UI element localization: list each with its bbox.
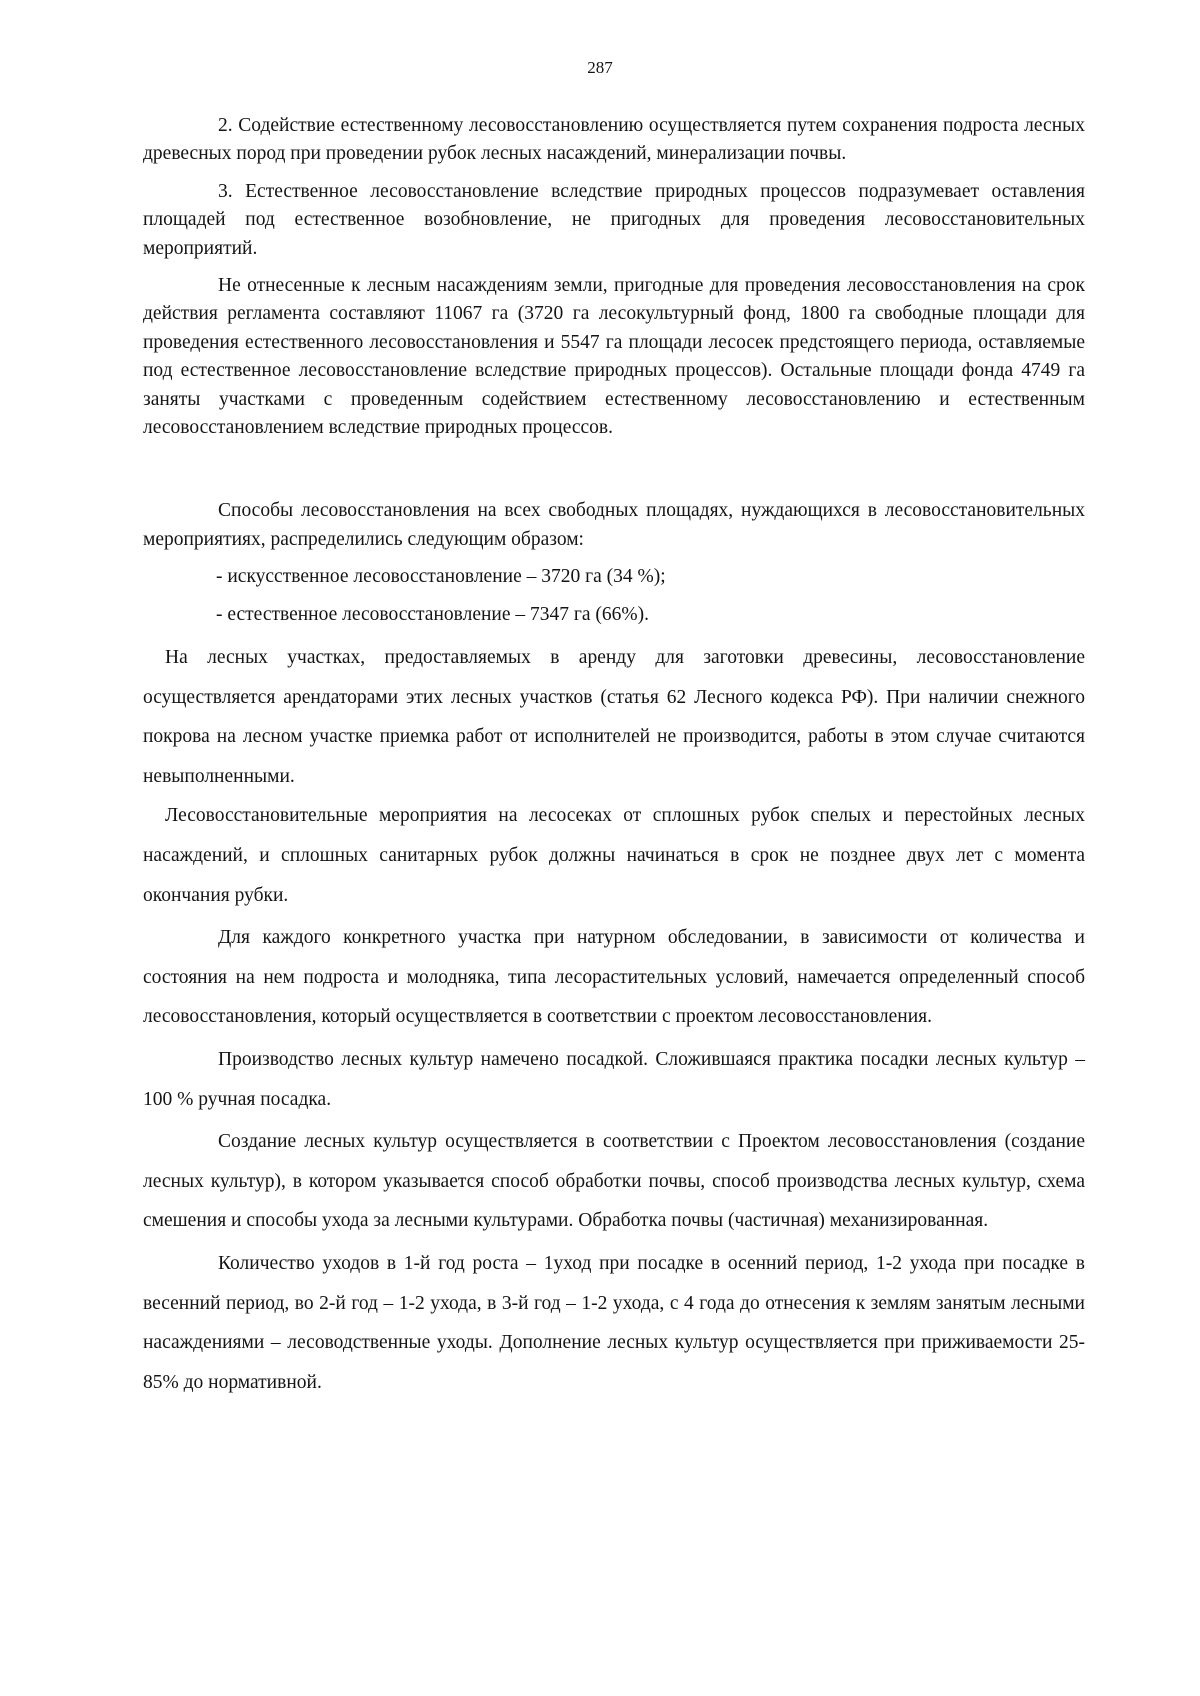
document-body <box>143 112 1085 1402</box>
paragraph-methods-intro: Способы лесовосстановления на всех свободных площадях, нуждающихся в лесовосстановительных мероприятиях, распределились следующим образом: <box>143 500 1085 550</box>
paragraph-site-survey: Для каждого конкретного участка при натурном обследовании, в зависимости от количества и состояния на нем подроста и молодняка, типа лесорастительных условий, намечается определенный способ лесовосстановления, который осуществляется в соответствии с проектом лесовосстановления. <box>143 927 1085 1028</box>
paragraph-assisted-regeneration: 2. Содействие естественному лесовосстановлению осуществляется путем сохранения подроста лесных древесных пород при проведении рубок лесных насаждений, минерализации почвы. <box>143 115 1085 165</box>
list-item-artificial: - искусственное лесовосстановление – 3720 га (34 %); <box>216 566 666 588</box>
blank-gap <box>143 451 1085 497</box>
paragraph-planting-practice: Производство лесных культур намечено посадкой. Сложившаяся практика посадки лесных культур – 100 % ручная посадка. <box>143 1049 1085 1110</box>
page-number: 287 <box>587 58 613 77</box>
paragraph-clear-cut-deadline: Лесовосстановительные мероприятия на лесосеках от сплошных рубок спелых и перестойных лесных насаждений, и сплошных санитарных рубок должны начинаться в срок не позднее двух лет с момента окончания рубки. <box>143 805 1085 906</box>
paragraph-land-areas: Не отнесенные к лесным насаждениям земли, пригодные для проведения лесовосстановления на срок действия регламента составляют 11067 га (3720 га лесокультурный фонд, 1800 га свободные площади для проведения естественного лесовосстановления и 5547 га площади лесосек предстоящего периода, оставляемые под естественное лесовосстановление вследствие природных процессов). Остальные площади фонда 4749 га заняты участками с проведенным содействием естественному лесовосстановлению и естественным лесовосстановлением вследствие природных процессов. <box>143 275 1085 439</box>
paragraph-care-count: Количество уходов в 1-й год роста – 1уход при посадке в осенний период, 1-2 ухода при посадке в весенний период, во 2-й год – 1-2 ухода, в 3-й год – 1-2 ухода, с 4 года до отнесения к землям занятым лесными насаждениями – лесоводственные уходы. Дополнение лесных культур осуществляется при приживаемости 25-85% до нормативной. <box>143 1253 1085 1393</box>
paragraph-culture-project: Создание лесных культур осуществляется в соответствии с Проектом лесовосстановления (создание лесных культур), в котором указывается способ обработки почвы, способ производства лесных культур, схема смешения и способы ухода за лесными культурами. Обработка почвы (частичная) механизированная. <box>143 1131 1085 1232</box>
list-item-natural: - естественное лесовосстановление – 7347 га (66%). <box>216 603 650 625</box>
paragraph-lease-areas: На лесных участках, предоставляемых в аренду для заготовки древесины, лесовосстановление осуществляется арендаторами этих лесных участков (статья 62 Лесного кодекса РФ). При наличии снежного покрова на лесном участке приемка работ от исполнителей не производится, работы в этом случае считаются невыполненными. <box>143 647 1085 787</box>
paragraph-natural-regeneration: 3. Естественное лесовосстановление вследствие природных процессов подразумевает оставления площадей под естественное возобновление, не пригодных для проведения лесовосстановительных мероприятий. <box>143 180 1085 259</box>
